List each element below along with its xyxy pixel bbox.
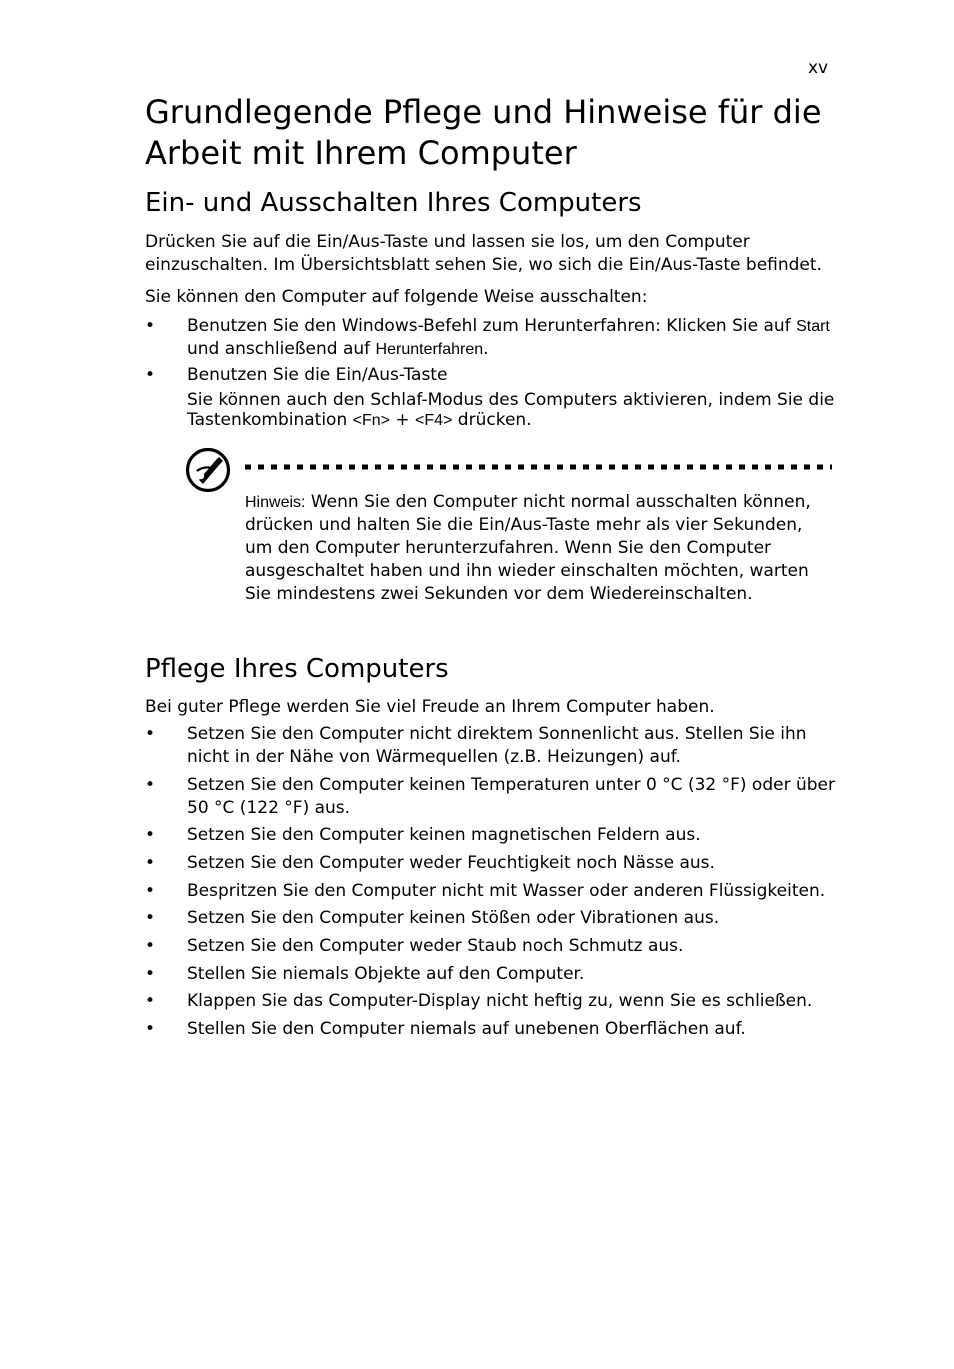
care-list-item: Bespritzen Sie den Computer nicht mit Wasser oder anderen Flüssigkeiten. bbox=[187, 881, 826, 901]
note-pen-icon bbox=[185, 447, 231, 493]
sleep-mode-text: Sie können auch den Schlaf-Modus des Computers aktivieren, indem Sie die Tastenkombination bbox=[187, 390, 835, 430]
list-item-text: Benutzen Sie den Windows-Befehl zum Herunterfahren: Klicken Sie auf bbox=[187, 316, 797, 336]
key-plus: + bbox=[389, 410, 416, 430]
bullet-marker: • bbox=[145, 316, 156, 336]
page-number: xv bbox=[808, 58, 829, 78]
list-item-shutdown bbox=[187, 315, 837, 361]
note-text: Wenn Sie den Computer nicht normal ausschalten können, drücken und halten Sie die Ein/Aus-Taste mehr als vier Sekunden, um den Computer herunterzufahren. Wenn Sie den Computer ausgeschaltet haben und ihn wieder einschalten möchten, warten Sie mindestens zwei Sekunden vor dem Wiedereinschalten. bbox=[245, 492, 811, 604]
care-list-item: Setzen Sie den Computer keinen magnetischen Feldern aus. bbox=[187, 825, 701, 845]
bullet-marker: • bbox=[145, 936, 156, 956]
care-list-item: Setzen Sie den Computer nicht direktem Sonnenlicht aus. Stellen Sie ihn nicht in der Nähe von Wärmequellen (z.B. Heizungen) auf. bbox=[187, 724, 807, 767]
care-list-item: Setzen Sie den Computer keinen Stößen oder Vibrationen aus. bbox=[187, 908, 720, 928]
section-heading-power: Ein- und Ausschalten Ihres Computers bbox=[145, 188, 642, 218]
bullet-marker: • bbox=[145, 825, 156, 845]
sleep-mode-paragraph bbox=[187, 390, 837, 431]
care-list-item: Setzen Sie den Computer keinen Temperaturen unter 0 °C (32 °F) oder über 50 °C (122 °F) aus. bbox=[187, 775, 835, 818]
start-menu-label: Start bbox=[796, 318, 830, 335]
page-title: Grundlegende Pflege und Hinweise für die Arbeit mit Ihrem Computer bbox=[145, 93, 822, 172]
note-block bbox=[245, 491, 825, 606]
list-item-text: . bbox=[483, 339, 489, 359]
care-intro-paragraph: Bei guter Pflege werden Sie viel Freude an Ihrem Computer haben. bbox=[145, 697, 715, 717]
care-list-item: Stellen Sie niemals Objekte auf den Computer. bbox=[187, 964, 585, 984]
bullet-marker: • bbox=[145, 1019, 156, 1039]
care-list-item: Setzen Sie den Computer weder Feuchtigkeit noch Nässe aus. bbox=[187, 853, 715, 873]
bullet-marker: • bbox=[145, 964, 156, 984]
sleep-mode-text: drücken. bbox=[452, 410, 532, 430]
list-item-power-button: Benutzen Sie die Ein/Aus-Taste bbox=[187, 365, 448, 385]
note-label: Hinweis: bbox=[245, 494, 306, 511]
care-list-item: Stellen Sie den Computer niemals auf unebenen Oberflächen auf. bbox=[187, 1019, 746, 1039]
bullet-marker: • bbox=[145, 775, 156, 795]
care-list-item: Setzen Sie den Computer weder Staub noch Schmutz aus. bbox=[187, 936, 684, 956]
key-fn: <Fn> bbox=[352, 412, 390, 429]
note-divider bbox=[245, 464, 832, 470]
bullet-marker: • bbox=[145, 908, 156, 928]
power-intro-paragraph: Drücken Sie auf die Ein/Aus-Taste und lassen sie los, um den Computer einzuschalten. Im Übersichtsblatt sehen Sie, wo sich die Ein/Aus-Taste befindet. bbox=[145, 232, 822, 275]
shutdown-menu-label: Herunterfahren bbox=[375, 341, 484, 358]
section-heading-care: Pflege Ihres Computers bbox=[145, 654, 449, 684]
bullet-marker: • bbox=[145, 365, 156, 385]
bullet-marker: • bbox=[145, 881, 156, 901]
bullet-marker: • bbox=[145, 724, 156, 744]
bullet-marker: • bbox=[145, 991, 156, 1011]
power-lead-paragraph: Sie können den Computer auf folgende Weise ausschalten: bbox=[145, 287, 648, 307]
care-list-item: Klappen Sie das Computer-Display nicht heftig zu, wenn Sie es schließen. bbox=[187, 991, 813, 1011]
list-item-text: und anschließend auf bbox=[187, 339, 376, 359]
key-f4: <F4> bbox=[415, 412, 453, 429]
bullet-marker: • bbox=[145, 853, 156, 873]
